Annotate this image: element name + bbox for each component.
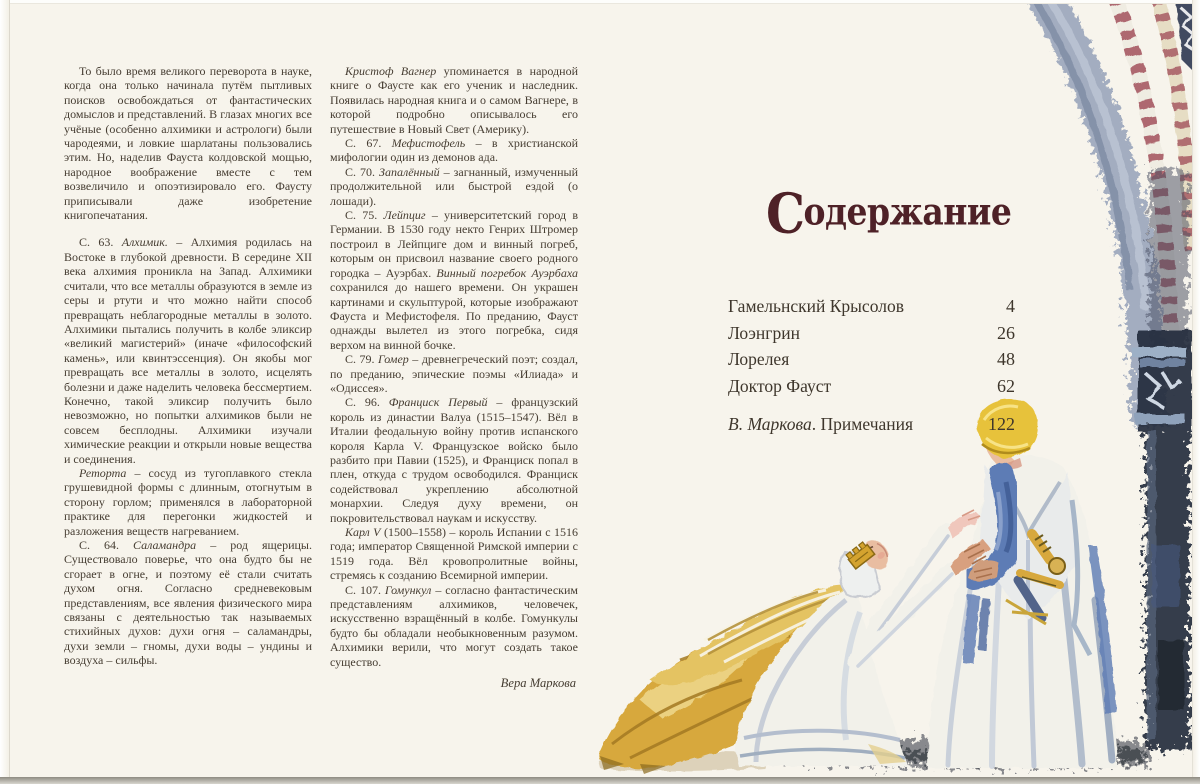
paragraph: То было время великого переворота в науке, когда она только начинала путём пытливых поисков освобождаться от фантастических домыслов и представлений. В глазах многих все учёные (особенно алхимики и астрологи) были чародеями, и ловкие шарлатаны пользовались этим. Но, наделив Фауста колдовской мощью, народное воображение вместе с тем возвеличило и опоэтизировало его. Фаусту приписывали даже изобретение книгопечатания. [64,64,312,223]
toc-entry-page: 122 [988,414,1015,435]
toc-row [728,293,1015,320]
toc-entry-page: 26 [997,322,1015,343]
paragraph: Кристоф Вагнер упоминается в народной книге о Фаусте как его ученик и наследник. Появилась народная книга и о самом Вагнере, в которой подробно описывалось его путешествие в Новый Свет (Америку). [330,64,578,136]
paragraph: С. 107. Гомункул – согласно фантастическим представлениям алхимиков, человечек, искусственно взращённый в колбе. Гомункулы будто бы обладали необыкновенным разумом. Алхимики верили, что могут создать такое существо. [330,582,578,669]
contents-title [766,181,1012,246]
page-edge-left [0,0,10,784]
paragraph: С. 96. Франциск Первый – французский король из династии Валуа (1515–1547). Вёл в Италии феодальную войну против испанского короля Карла V. Французское войско было разбито при Павии (1525), и Франциск попал в плен, откуда с трудом освободился. Франциск содействовал укреплению абсолютной монархии. Следуя духу времени, он покровительствовал наукам и искусству. [330,395,579,525]
paragraph: С. 63. Алхимик. – Алхимия родилась на Востоке в глубокой древности. В середине XII века алхимия проникла на Запад. Алхимики считали, что все металлы образуются в земле из серы и ртути и что можно найти способ превращать неблагородные металлы в золото. Алхимики пытались получить в колбе эликсир «великий магистерий» (иначе «философский камень», или квинтэссенция). Он якобы мог превращать все металлы в золото, исцелять болезни и даже наделить человека бессмертием. Конечно, такой эликсир получить было невозможно, но попытки алхимиков были не совсем бесплодны. Алхимики изучали химические реакции и открыли новые вещества и соединения. [64,235,312,466]
paragraph: С. 64. Саламандра – род ящерицы. Существовало поверье, что она будто бы не сгорает в огне, и поэтому её стали считать духом огня. Согласно средневековым представлениям, все явления физического мира связаны с деятельностью так называемых стихийных духов: духи огня – саламандры, духи земли – гномы, духи воды – ундины и воздуха – сильфы. [64,538,312,668]
page-edge-bottom [0,777,1200,784]
toc-notes-rest: . Примечания [811,414,914,435]
paragraph: С. 70. Запалённый – загнанный, измученный продолжительной или быстрой ездой (о лошади). [330,164,578,208]
page-edge-top [0,0,1200,4]
toc-entry-page: 4 [1006,296,1015,316]
page-edge-right [1192,0,1200,784]
contents-title-initial: С [766,181,805,246]
toc-notes-author: В. Маркова [728,414,812,435]
toc-entry-page: 62 [997,375,1015,396]
toc-entry-label: Гамельнский Крысолов [728,296,904,316]
toc-row [728,320,1015,347]
left-page-column-1 [64,64,312,668]
paragraph: Реторта – сосуд из тугоплавкого стекла грушевидной формы с длинным, отогнутым в сторону горлом; применялся в лабораторной практике для перегонки жидкостей и разложения веществ нагреванием. [64,465,312,538]
left-page-column-2 [330,64,578,690]
toc-entry-label [728,411,913,438]
toc-row [728,346,1015,373]
paragraph: С. 79. Гомер – древнегреческий поэт; создал, по преданию, эпические поэмы «Илиада» и «Одиссея». [330,352,578,395]
arch-shadow-texture [1150,170,1188,350]
toc-entry-label: Лоэнгрин [728,322,800,343]
contents-title-rest: одержание [803,190,1012,234]
column-capital [1132,330,1192,432]
toc-entry-page: 48 [997,349,1015,370]
paragraph: Карл V (1500–1558) – король Испании с 1516 года; император Священной Римской империи с 1519 года. Вёл кровопролитные войны, стремясь к созданию Всемирной империи. [330,525,578,583]
stone-column [1146,428,1190,750]
toc-entry-label: Лорелея [728,349,790,370]
author-signature: Вера Маркова [500,676,576,691]
knight-figure [928,399,1118,768]
table-of-contents [728,293,1015,438]
toc-row-notes [728,411,1015,438]
toc-entry-label: Доктор Фауст [728,375,832,396]
paragraph: С. 67. Мефистофель – в христианской мифологии один из демонов ада. [330,136,578,165]
toc-row [728,373,1015,400]
paragraph: С. 75. Лейпциг – университетский город в Германии. В 1530 году некто Генрих Штромер построил в Лейпциге дом и винный погреб, которым он присвоил название своего родного городка – Ауэрбах. Винный погребок Ауэрбаха сохранился до нашего времени. Он украшен картинами и скульптурой, которые изображают Фауста и Мефистофеля. По преданию, Фауст однажды вылетел из этого погребка, сидя верхом на винной бочке. [330,208,578,352]
